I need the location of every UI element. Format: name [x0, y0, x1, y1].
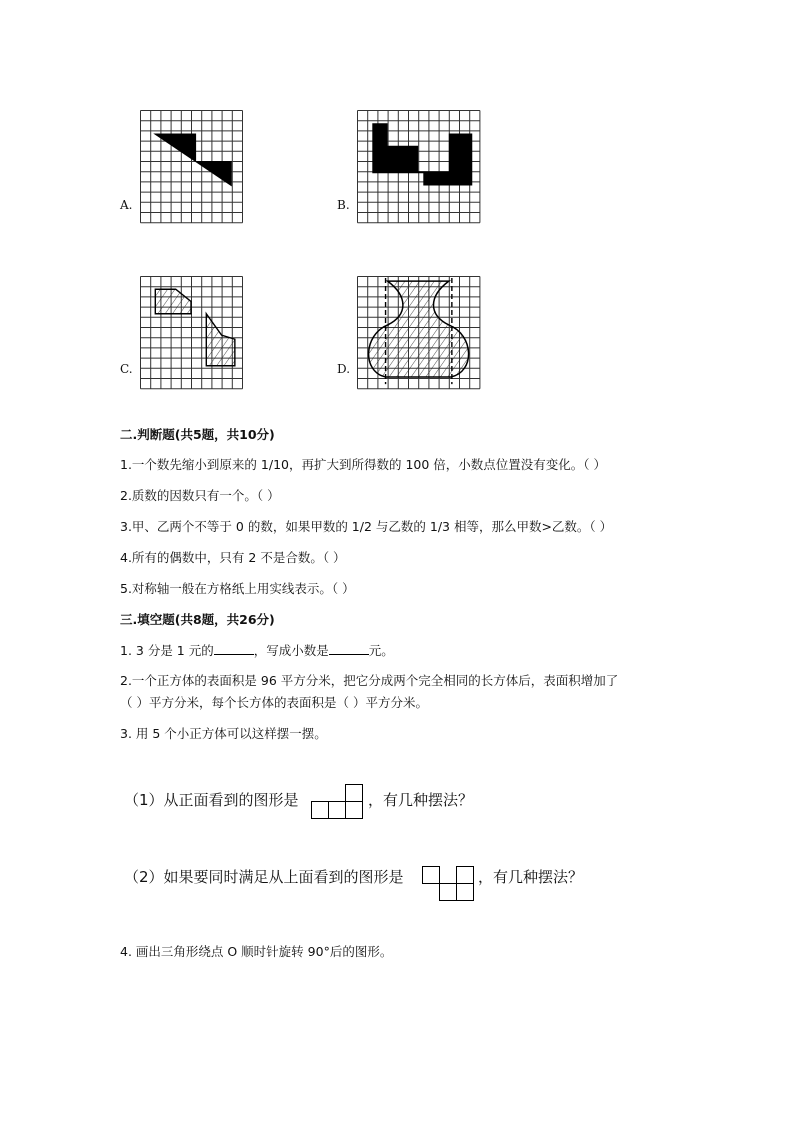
fill-q2-line2: （ ）平方分米，每个长方体的表面积是（ ）平方分米。: [120, 695, 428, 710]
option-c-upper-shape: [155, 289, 191, 313]
option-d-grid: [357, 276, 483, 394]
fill-q1-text-middle: ，写成小数是: [253, 643, 329, 658]
fill-q4: 4. 画出三角形绕点 O 顺时针旋转 90°后的图形。: [120, 944, 393, 959]
option-a-grid: [140, 110, 246, 228]
q3-sub1-text-after: ，有几种摆法？: [368, 791, 474, 809]
top-view-figure: [421, 864, 477, 904]
fill-q1-blank-1[interactable]: [214, 642, 254, 655]
q3-sub1-text-before: （1）从正面看到的图形是: [124, 791, 299, 809]
section2-heading: 二.判断题(共5题，共10分): [120, 427, 275, 442]
judge-item-1: 1.一个数先缩小到原来的 1/10，再扩大到所得数的 100 倍，小数点位置没有变化。（ ）: [120, 457, 607, 472]
fill-q2-line1: 2.一个正方体的表面积是 96 平方分米，把它分成两个完全相同的长方体后，表面积增加了: [120, 673, 619, 688]
option-b-label[interactable]: B.: [337, 198, 350, 212]
judge-item-4: 4.所有的偶数中，只有 2 不是合数。（ ）: [120, 550, 346, 565]
fill-q1-text-after: 元。: [368, 643, 394, 658]
option-c-label[interactable]: C.: [120, 362, 133, 376]
option-c-grid: [140, 276, 246, 394]
judge-item-3: 3.甲、乙两个不等于 0 的数，如果甲数的 1/2 与乙数的 1/3 相等，那么甲数>乙数。（ ）: [120, 519, 613, 534]
option-b-shape: [372, 123, 472, 185]
option-c-lower-shape: [206, 314, 235, 366]
q3-sub2-text-after: ，有几种摆法？: [478, 868, 584, 886]
judge-item-2: 2.质数的因数只有一个。（ ）: [120, 488, 280, 503]
fill-q1-text-before: 1. 3 分是 1 元的: [120, 643, 214, 658]
option-d-vase-shape: [369, 281, 469, 377]
fill-q1-blank-2[interactable]: [329, 642, 369, 655]
judge-item-5: 5.对称轴一般在方格纸上用实线表示。（ ）: [120, 581, 355, 596]
section3-heading: 三.填空题(共8题，共26分): [120, 612, 275, 627]
fill-q3: 3. 用 5 个小正方体可以这样摆一摆。: [120, 726, 327, 741]
front-view-figure: [311, 782, 365, 820]
option-a-label[interactable]: A.: [120, 198, 133, 212]
option-b-grid: [357, 110, 483, 228]
option-d-label[interactable]: D.: [337, 362, 351, 376]
q3-sub2-text-before: （2）如果要同时满足从上面看到的图形是: [124, 868, 404, 886]
fill-q1: [120, 641, 394, 659]
